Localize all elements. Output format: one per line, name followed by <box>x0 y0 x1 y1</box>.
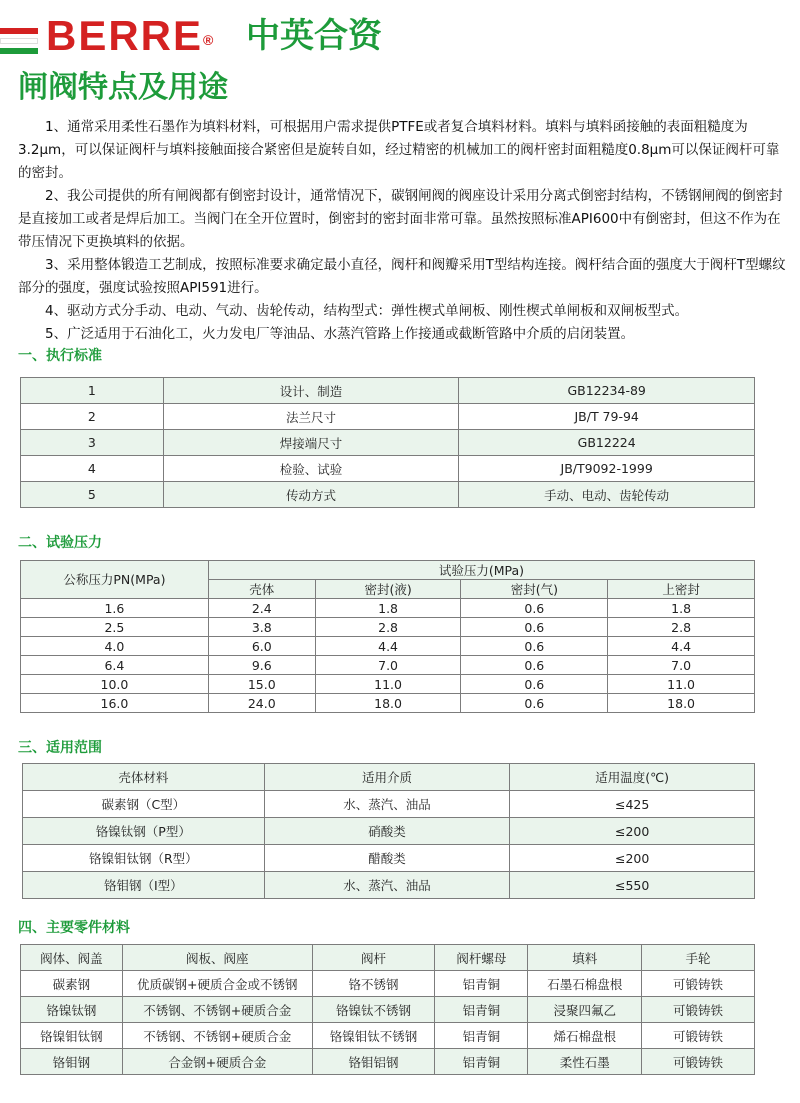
table-cell: 6.0 <box>208 637 315 656</box>
table-cell: 4.0 <box>21 637 209 656</box>
table-cell: 可锻铸铁 <box>642 1049 755 1075</box>
table-cell: 0.6 <box>461 656 608 675</box>
table-cell: 2.4 <box>208 599 315 618</box>
table-cell: 铬不锈钢 <box>312 971 435 997</box>
table-row <box>21 971 755 997</box>
table-row <box>23 872 755 899</box>
table-cell: 18.0 <box>315 694 461 713</box>
table-cell: GB12234-89 <box>459 378 755 404</box>
table-cell: 可锻铸铁 <box>642 997 755 1023</box>
table-cell: 2.5 <box>21 618 209 637</box>
table-cell: 0.6 <box>461 637 608 656</box>
header-packing: 填料 <box>528 945 642 971</box>
table-row <box>21 599 755 618</box>
table-header-row <box>21 561 755 580</box>
table-header-row <box>23 764 755 791</box>
table-row <box>21 456 755 482</box>
table-cell: 碳素钢 <box>21 971 123 997</box>
intro-paragraph-1: 1、通常采用柔性石墨作为填料材料，可根据用户需求提供PTFE或者复合填料材料。填料与填料函接触的表面粗糙度为3.2μm，可以保证阀杆与填料接触面接合紧密但是旋转自如，经过精密的机械加工的阀杆密封面粗糙度0.8μm可以保证阀杆可靠的密封。 <box>18 119 780 181</box>
table-cell: 铬镍钼钛钢 <box>21 1023 123 1049</box>
table-cell: 不锈钢、不锈钢+硬质合金 <box>122 1023 312 1049</box>
table-cell: 浸聚四氟乙 <box>528 997 642 1023</box>
table-cell: 15.0 <box>208 675 315 694</box>
table-cell: 0.6 <box>461 675 608 694</box>
table-cell: 设计、制造 <box>163 378 459 404</box>
table-cell: 焊接端尺寸 <box>163 430 459 456</box>
table-cell: 18.0 <box>608 694 755 713</box>
table-cell: 4 <box>21 456 164 482</box>
table-cell: 7.0 <box>608 656 755 675</box>
header-shell-material: 壳体材料 <box>23 764 265 791</box>
table-row <box>21 675 755 694</box>
table-cell: 3.8 <box>208 618 315 637</box>
header-temperature: 适用温度(℃) <box>510 764 755 791</box>
header-back-seal: 上密封 <box>608 580 755 599</box>
intro-paragraph-3: 3、采用整体锻造工艺制成，按照标准要求确定最小直径，阀杆和阀瓣采用T型结构连接。阀杆结合面的强度大于阀杆T型螺纹部分的强度，强度试验按照API591进行。 <box>18 257 786 296</box>
table-cell: 柔性石墨 <box>528 1049 642 1075</box>
table-cell: 铝青铜 <box>435 997 528 1023</box>
table-cell: 6.4 <box>21 656 209 675</box>
header-body-bonnet: 阀体、阀盖 <box>21 945 123 971</box>
table-cell: 法兰尺寸 <box>163 404 459 430</box>
section-title-scope: 三、适用范围 <box>18 740 102 756</box>
header-nominal-pressure: 公称压力PN(MPa) <box>21 561 209 599</box>
table-cell: 可锻铸铁 <box>642 971 755 997</box>
table-cell: 铝青铜 <box>435 971 528 997</box>
table-cell: JB/T 79-94 <box>459 404 755 430</box>
table-cell: 0.6 <box>461 618 608 637</box>
table-cell: 石墨石棉盘根 <box>528 971 642 997</box>
table-cell: 24.0 <box>208 694 315 713</box>
table-row <box>21 618 755 637</box>
section-title-standards: 一、执行标准 <box>18 348 102 364</box>
table-cell: 可锻铸铁 <box>642 1023 755 1049</box>
header-stem: 阀杆 <box>312 945 435 971</box>
table-cell: 传动方式 <box>163 482 459 508</box>
table-cell: 7.0 <box>315 656 461 675</box>
brand-chinese: 中英合资 <box>246 16 382 56</box>
table-cell: 1.6 <box>21 599 209 618</box>
table-cell: 3 <box>21 430 164 456</box>
table-cell: 不锈钢、不锈钢+硬质合金 <box>122 997 312 1023</box>
table-cell: 铝青铜 <box>435 1023 528 1049</box>
table-row <box>21 430 755 456</box>
table-cell: 水、蒸汽、油品 <box>264 791 510 818</box>
table-cell: 铬钼钢（I型） <box>23 872 265 899</box>
table-row <box>21 656 755 675</box>
table-cell: 9.6 <box>208 656 315 675</box>
table-cell: 碳素钢（C型） <box>23 791 265 818</box>
table-cell: 10.0 <box>21 675 209 694</box>
table-cell: 1.8 <box>608 599 755 618</box>
table-cell: ≤200 <box>510 818 755 845</box>
section-title-parts: 四、主要零件材料 <box>18 920 130 936</box>
table-row <box>21 1023 755 1049</box>
intro-paragraph-5: 5、广泛适用于石油化工，火力发电厂等油品、水蒸汽管路上作接通或截断管路中介质的启闭装置。 <box>45 326 635 342</box>
table-cell: 烯石棉盘根 <box>528 1023 642 1049</box>
table-cell: 铝青铜 <box>435 1049 528 1075</box>
table-cell: 铬镍钛钢 <box>21 997 123 1023</box>
header <box>0 10 800 60</box>
table-header-row <box>21 945 755 971</box>
table-row <box>23 845 755 872</box>
table-cell: 铬镍钛钢（P型） <box>23 818 265 845</box>
header-stem-nut: 阀杆螺母 <box>435 945 528 971</box>
header-handwheel: 手轮 <box>642 945 755 971</box>
flag-logo <box>0 28 38 58</box>
table-cell: ≤200 <box>510 845 755 872</box>
header-medium: 适用介质 <box>264 764 510 791</box>
table-cell: 4.4 <box>608 637 755 656</box>
table-cell: ≤550 <box>510 872 755 899</box>
table-row <box>21 637 755 656</box>
table-row <box>21 378 755 404</box>
table-cell: 11.0 <box>315 675 461 694</box>
table-cell: 2 <box>21 404 164 430</box>
table-cell: 优质碳钢+硬质合金或不锈钢 <box>122 971 312 997</box>
table-cell: 2.8 <box>608 618 755 637</box>
table-row <box>21 404 755 430</box>
table-cell: 铬钼钢 <box>21 1049 123 1075</box>
header-test-pressure: 试验压力(MPa) <box>208 561 754 580</box>
table-cell: 11.0 <box>608 675 755 694</box>
parts-table <box>20 944 755 1075</box>
table-cell: 硝酸类 <box>264 818 510 845</box>
intro-text <box>18 116 790 346</box>
table-cell: 5 <box>21 482 164 508</box>
section-title-pressure: 二、试验压力 <box>18 535 102 551</box>
table-cell: 铬镍钼钛不锈钢 <box>312 1023 435 1049</box>
header-disc-seat: 阀板、阀座 <box>122 945 312 971</box>
standards-table <box>20 377 755 508</box>
page-title: 闸阀特点及用途 <box>18 70 228 105</box>
table-row <box>21 694 755 713</box>
table-cell: 1 <box>21 378 164 404</box>
table-row <box>21 1049 755 1075</box>
table-cell: 水、蒸汽、油品 <box>264 872 510 899</box>
table-cell: 0.6 <box>461 694 608 713</box>
table-cell: 铬镍钼钛钢（R型） <box>23 845 265 872</box>
table-cell: 醋酸类 <box>264 845 510 872</box>
table-cell: 2.8 <box>315 618 461 637</box>
table-cell: 合金钢+硬质合金 <box>122 1049 312 1075</box>
table-cell: 1.8 <box>315 599 461 618</box>
header-shell: 壳体 <box>208 580 315 599</box>
table-cell: ≤425 <box>510 791 755 818</box>
table-cell: 手动、电动、齿轮传动 <box>459 482 755 508</box>
table-cell: GB12224 <box>459 430 755 456</box>
table-row <box>21 482 755 508</box>
scope-table <box>22 763 755 899</box>
table-cell: 4.4 <box>315 637 461 656</box>
intro-paragraph-4: 4、驱动方式分手动、电动、气动、齿轮传动，结构型式：弹性楔式单闸板、刚性楔式单闸板和双闸板型式。 <box>45 303 689 319</box>
table-row <box>23 791 755 818</box>
table-row <box>23 818 755 845</box>
table-cell: 铬钼铝钢 <box>312 1049 435 1075</box>
pressure-table <box>20 560 755 713</box>
header-seal-gas: 密封(气) <box>461 580 608 599</box>
intro-paragraph-2: 2、我公司提供的所有闸阀都有倒密封设计，通常情况下，碳钢闸阀的阀座设计采用分离式倒密封结构，不锈钢闸阀的倒密封是直接加工或者是焊后加工。当阀门在全开位置时，倒密封的密封面非常可靠。虽然按照标准API600中有倒密封，但这不作为在带压情况下更换填料的依据。 <box>18 188 783 250</box>
table-cell: 检验、试验 <box>163 456 459 482</box>
table-cell: 0.6 <box>461 599 608 618</box>
table-cell: JB/T9092-1999 <box>459 456 755 482</box>
header-seal-liquid: 密封(液) <box>315 580 461 599</box>
brand-logo: BERRE® <box>46 12 216 59</box>
table-cell: 16.0 <box>21 694 209 713</box>
table-row <box>21 997 755 1023</box>
table-cell: 铬镍钛不锈钢 <box>312 997 435 1023</box>
